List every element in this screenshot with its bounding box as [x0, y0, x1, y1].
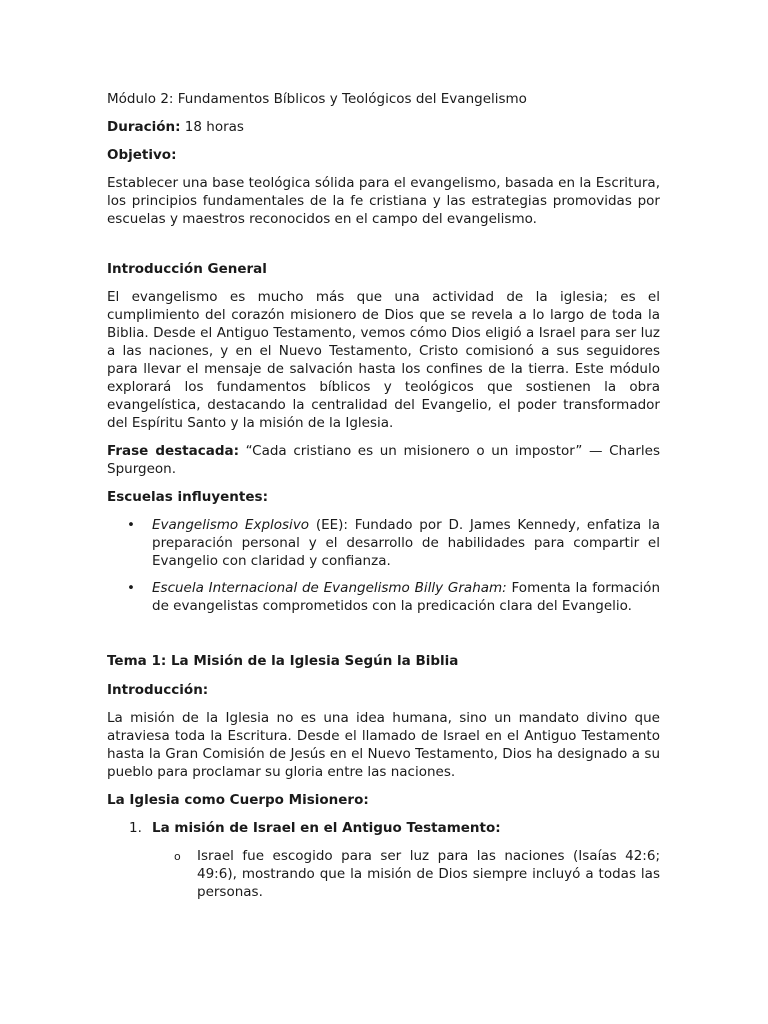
objective-label: Objetivo:: [107, 147, 177, 163]
quote-label: Frase destacada:: [107, 443, 240, 459]
theme1-heading: Tema 1: La Misión de la Iglesia Según la Biblia: [107, 653, 459, 669]
circle-bullet-icon: o: [174, 850, 181, 863]
school-description: Fomenta la formación de evangelistas comprometidos con la predicación clara del Evangelio.: [152, 580, 660, 614]
schools-list: [107, 516, 660, 615]
school-description: (EE): Fundado por D. James Kennedy, enfatiza la preparación personal y el desarrollo de habilidades para compartir el Evangelio con claridad y confianza.: [152, 517, 660, 569]
numbered-item: [107, 819, 660, 837]
quote-text: “Cada cristiano es un misionero o un impostor” — Charles Spurgeon.: [107, 443, 660, 477]
duration-line: [107, 118, 660, 136]
duration-value: 18 horas: [184, 119, 244, 135]
item-number: 1.: [129, 820, 142, 836]
quote-line: [107, 442, 660, 478]
point-title: La misión de Israel en el Antiguo Testamento:: [152, 820, 501, 836]
general-intro-heading: Introducción General: [107, 261, 267, 277]
document-page: [107, 90, 660, 901]
duration-label: Duración:: [107, 119, 181, 135]
list-item: [107, 579, 660, 615]
subpoint-text: Israel fue escogido para ser luz para las naciones (Isaías 42:6; 49:6), mostrando que la misión de Dios siempre incluyó a todas las personas.: [197, 848, 660, 900]
theme1-intro-text: La misión de la Iglesia no es una idea humana, sino un mandato divino que atraviesa toda la Escritura. Desde el llamado de Israel en el Antiguo Testamento hasta la Gran Comisión de Jesús en el Nuevo Testamento, Dios ha designado a su pueblo para proclamar su gloria entre las naciones.: [107, 710, 660, 780]
theme1-intro-label: Introducción:: [107, 682, 209, 698]
objective-text: Establecer una base teológica sólida para el evangelismo, basada en la Escritura, los principios fundamentales de la fe cristiana y las estrategias promovidas por escuelas y maestros reconocidos en el campo del evangelismo.: [107, 175, 660, 227]
school-name: Evangelismo Explosivo: [152, 517, 310, 533]
sub-list-item: [107, 847, 660, 901]
schools-heading: Escuelas influyentes:: [107, 489, 268, 505]
module-title: Módulo 2: Fundamentos Bíblicos y Teológicos del Evangelismo: [107, 91, 527, 107]
bullet-icon: •: [127, 517, 135, 533]
school-name: Escuela Internacional de Evangelismo Billy Graham:: [152, 580, 507, 596]
general-intro-text: El evangelismo es mucho más que una actividad de la iglesia; es el cumplimiento del corazón misionero de Dios que se revela a lo largo de toda la Biblia. Desde el Antiguo Testamento, vemos cómo Dios eligió a Israel para ser luz a las naciones, y en el Nuevo Testamento, Cristo comisionó a sus seguidores para llevar el mensaje de salvación hasta los confines de la tierra. Este módulo explorará los fundamentos bíblicos y teológicos que sostienen la obra evangelística, destacando la centralidad del Evangelio, el poder transformador del Espíritu Santo y la misión de la Iglesia.: [107, 289, 660, 431]
list-item: [107, 516, 660, 570]
theme1-section-heading: La Iglesia como Cuerpo Misionero:: [107, 792, 369, 808]
bullet-icon: •: [127, 580, 135, 596]
